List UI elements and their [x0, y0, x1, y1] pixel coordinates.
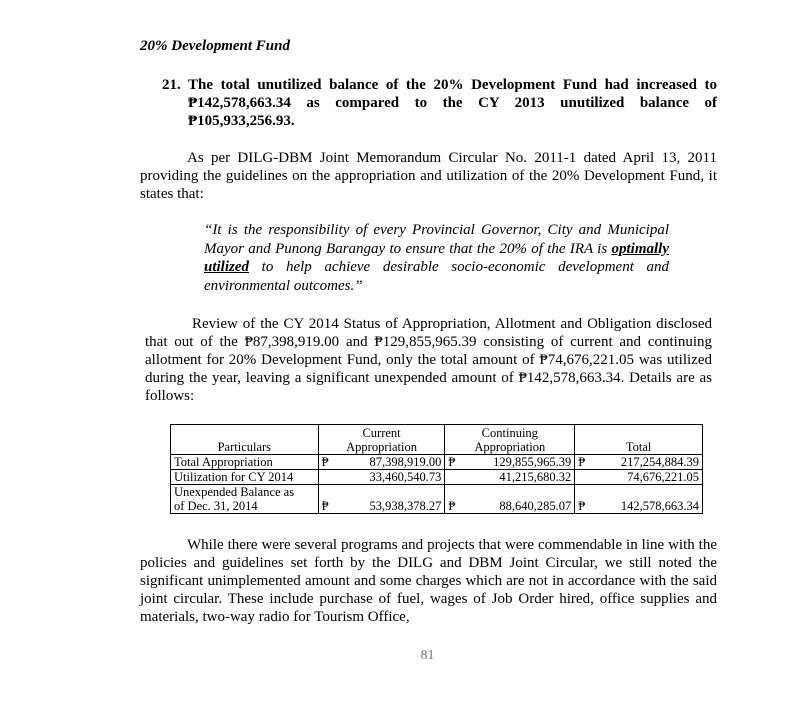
table-row — [171, 470, 703, 485]
cell-total: ₱ 142,578,663.34 — [575, 485, 703, 514]
cell-continuing: ₱ 88,640,285.07 — [445, 485, 575, 514]
paragraph-review: Review of the CY 2014 Status of Appropriation, Allotment and Obligation disclosed that out of the ₱87,398,919.00 and ₱129,855,965.39 consisting of current and continuing allotment for 20% Development Fund, only the total amount of ₱74,676,221.05 was utilized during the year, leaving a significant unexpended amount of ₱142,578,663.34. Details are as follows: — [145, 316, 712, 404]
header-current: Current Appropriation — [318, 425, 445, 455]
finding-number: 21. — [162, 77, 181, 93]
cell-total: ₱ 217,254,884.39 — [575, 455, 703, 470]
appropriation-table — [170, 424, 703, 514]
row-label: Utilization for CY 2014 — [171, 470, 319, 485]
section-heading: 20% Development Fund — [140, 38, 290, 54]
table-row — [171, 485, 703, 514]
row-label: Unexpended Balance as of Dec. 31, 2014 — [171, 485, 319, 514]
cell-total: 74,676,221.05 — [575, 470, 703, 485]
cell-continuing: ₱ 129,855,965.39 — [445, 455, 575, 470]
paragraph-circular: As per DILG-DBM Joint Memorandum Circular No. 2011-1 dated April 13, 2011 providing the guidelines on the appropriation and utilization of the 20% Development Fund, it states that: — [140, 150, 717, 202]
quote-emphasis: optimally utilized — [204, 240, 669, 275]
page-number: 81 — [420, 648, 435, 663]
quote-text-before: “It is the responsibility of every Provincial Governor, City and Municipal Mayor and Punong Barangay to ensure that the 20% of the IRA is — [204, 222, 669, 257]
audit-finding — [162, 76, 717, 130]
cell-current: 33,460,540.73 — [318, 470, 445, 485]
table-header-row — [171, 425, 703, 455]
cell-current: ₱ 53,938,378.27 — [318, 485, 445, 514]
finding-text: The total unutilized balance of the 20% Development Fund had increased to ₱142,578,663.34 as compared to the CY 2013 unutilized balance of ₱105,933,256.93. — [188, 77, 717, 129]
header-particulars: Particulars — [171, 425, 319, 455]
table-row — [171, 455, 703, 470]
paragraph-observations: While there were several programs and projects that were commendable in line with the policies and guidelines set forth by the DILG and DBM Joint Circular, we still noted the significant unimplemented amount and some charges which are not in accordance with the said joint circular. These include purchase of fuel, wages of Job Order hired, office supplies and materials, two-way radio for Tourism Office, — [140, 537, 717, 625]
block-quote — [204, 221, 669, 295]
quote-text-after: to help achieve desirable socio-economic development and environmental outcomes.” — [204, 259, 669, 294]
header-continuing: Continuing Appropriation — [445, 425, 575, 455]
cell-continuing: 41,215,680.32 — [445, 470, 575, 485]
header-total: Total — [575, 425, 703, 455]
cell-current: ₱ 87,398,919.00 — [318, 455, 445, 470]
row-label: Total Appropriation — [171, 455, 319, 470]
